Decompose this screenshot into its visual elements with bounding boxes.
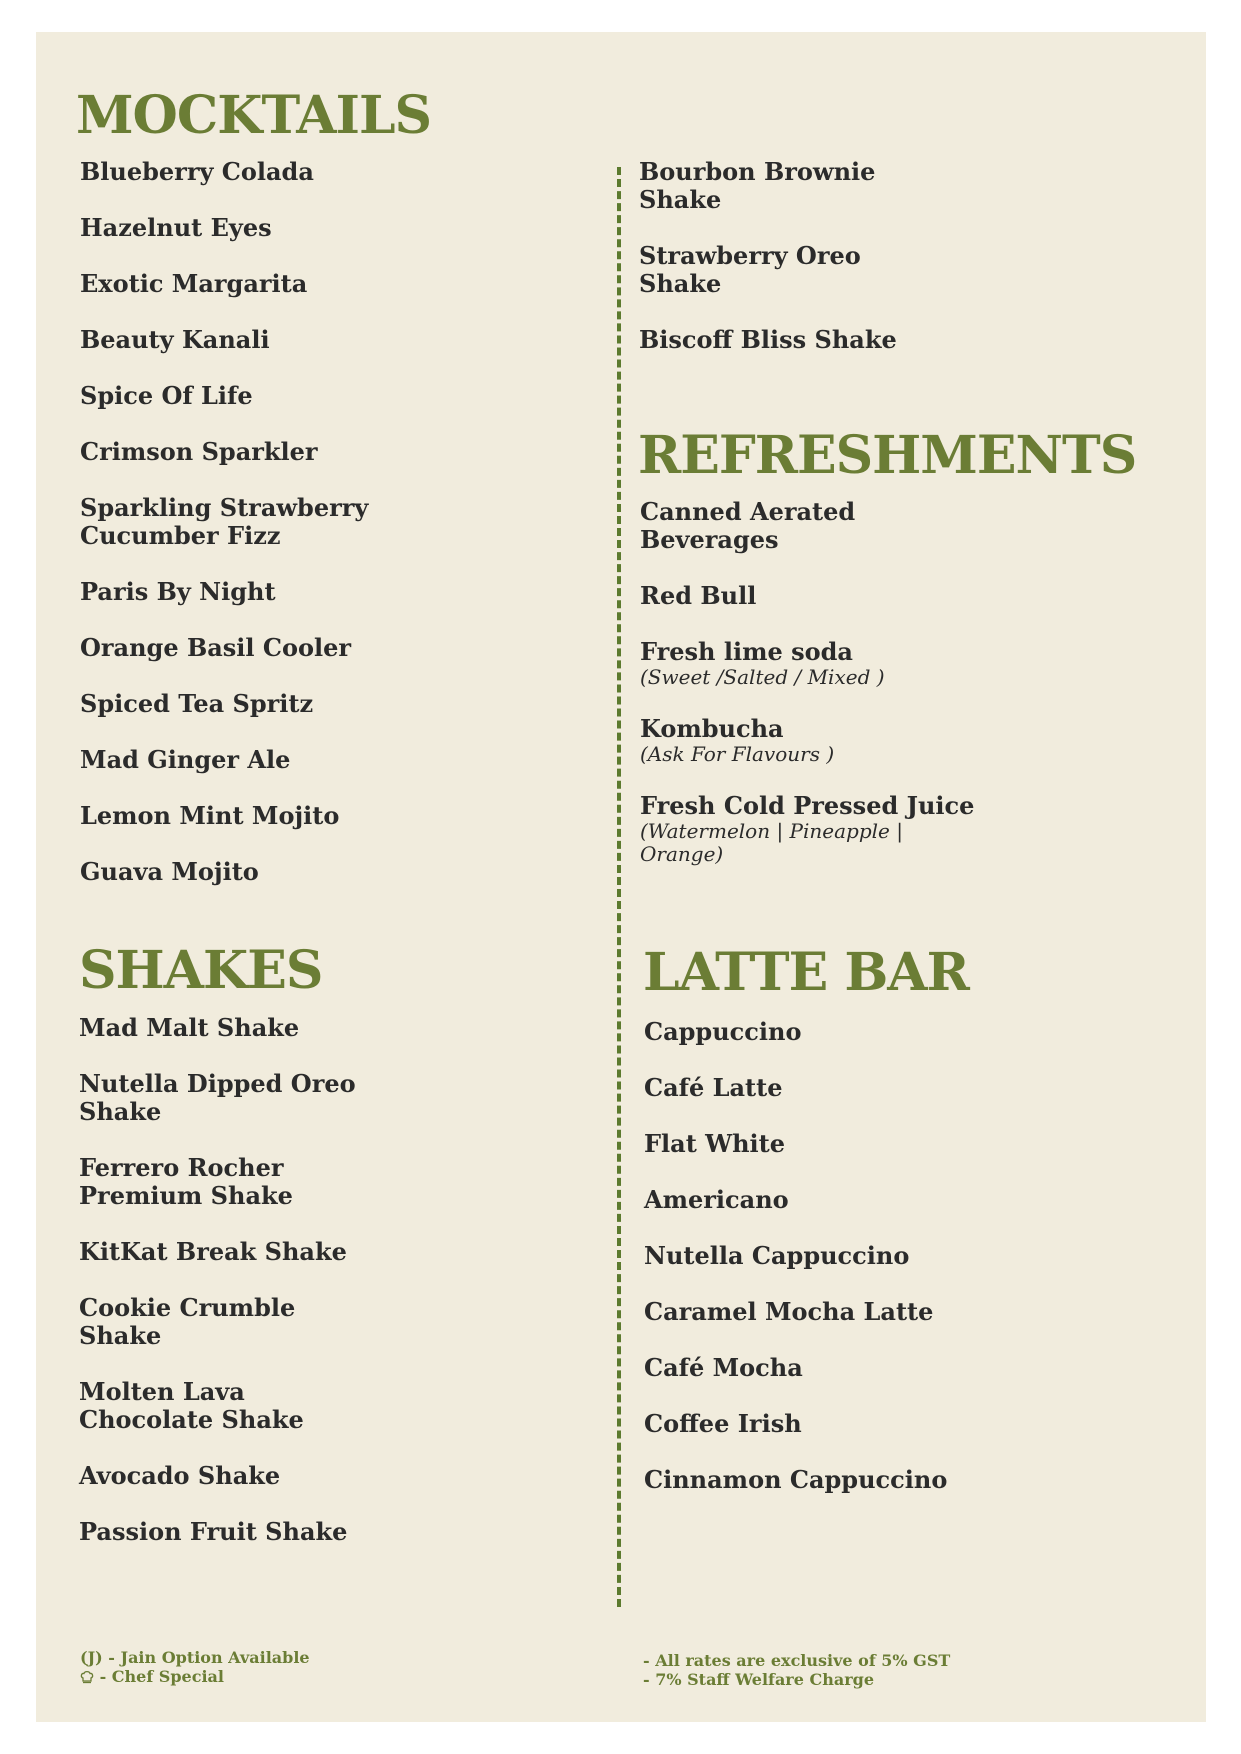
chef-hat-icon [80,1669,94,1683]
shakes-list [79,1014,356,1546]
menu-item: Beauty Kanali [80,325,270,354]
menu-item: Fresh Cold Pressed Juice (Watermelon | Pineapple | Orange) [640,791,975,866]
menu-item: Paris By Night [80,577,276,606]
menu-item: Mad Malt Shake [79,1013,300,1042]
latte-bar-list [644,1018,947,1494]
gst-note: - All rates are exclusive of 5% GST [643,1651,951,1670]
footer-legend [80,1648,310,1686]
menu-item: Nutella Dipped Oreo Shake [79,1069,356,1126]
menu-item: Crimson Sparkler [80,437,318,466]
column-divider [617,167,621,1607]
menu-item: Café Latte [644,1073,783,1102]
item-note: (Watermelon | Pineapple | Orange) [640,819,903,866]
menu-item: Strawberry Oreo Shake [639,241,861,298]
refreshments-title: REFRESHMENTS [638,425,1137,486]
menu-item: Cookie Crumble Shake [79,1293,296,1350]
refreshments-list [640,498,974,866]
mocktails-title: MOCKTAILS [76,85,432,146]
menu-item: Red Bull [640,581,757,610]
menu-item: Flat White [644,1129,786,1158]
menu-item: Kombucha (Ask For Flavours ) [640,715,974,766]
item-note: (Sweet /Salted / Mixed ) [640,665,885,689]
menu-item: Guava Mojito [80,857,259,886]
menu-item: Molten Lava Chocolate Shake [79,1377,304,1434]
latte-bar-title: LATTE BAR [643,942,969,1003]
menu-item: Blueberry Colada [80,157,314,186]
shakes-continued-list [639,158,897,354]
staff-charge-note: - 7% Staff Welfare Charge [643,1670,875,1689]
menu-item: Spiced Tea Spritz [80,689,314,718]
menu-item: Cappuccino [644,1017,802,1046]
jain-option-note: (J) - Jain Option Available [80,1648,310,1667]
menu-item: Café Mocha [644,1353,803,1382]
menu-item: Orange Basil Cooler [80,633,352,662]
menu-item: Ferrero Rocher Premium Shake [79,1153,293,1210]
menu-item: Lemon Mint Mojito [80,801,340,830]
menu-item: Passion Fruit Shake [79,1517,348,1546]
menu-item: Exotic Margarita [80,269,308,298]
shakes-title: SHAKES [79,940,323,1001]
menu-item: Sparkling Strawberry Cucumber Fizz [80,493,369,550]
menu-item: Bourbon Brownie Shake [639,157,876,214]
footer-charges [643,1651,950,1689]
menu-item: Fresh lime soda (Sweet /Salted / Mixed ) [640,638,974,689]
mocktails-list [80,158,368,886]
menu-item: Nutella Cappuccino [644,1241,910,1270]
chef-special-note: - Chef Special [80,1667,310,1686]
menu-item: Caramel Mocha Latte [644,1297,934,1326]
menu-item: Americano [644,1185,789,1214]
menu-item: Cinnamon Cappuccino [644,1465,948,1494]
menu-item: Mad Ginger Ale [80,745,291,774]
item-note: (Ask For Flavours ) [640,742,835,766]
menu-item: Biscoff Bliss Shake [639,325,897,354]
menu-page [36,32,1206,1722]
menu-item: KitKat Break Shake [79,1237,347,1266]
menu-item: Avocado Shake [79,1461,281,1490]
menu-item: Spice Of Life [80,381,253,410]
menu-item: Hazelnut Eyes [80,213,272,242]
menu-item: Coffee Irish [644,1409,802,1438]
menu-item: Canned Aerated Beverages [640,497,856,554]
